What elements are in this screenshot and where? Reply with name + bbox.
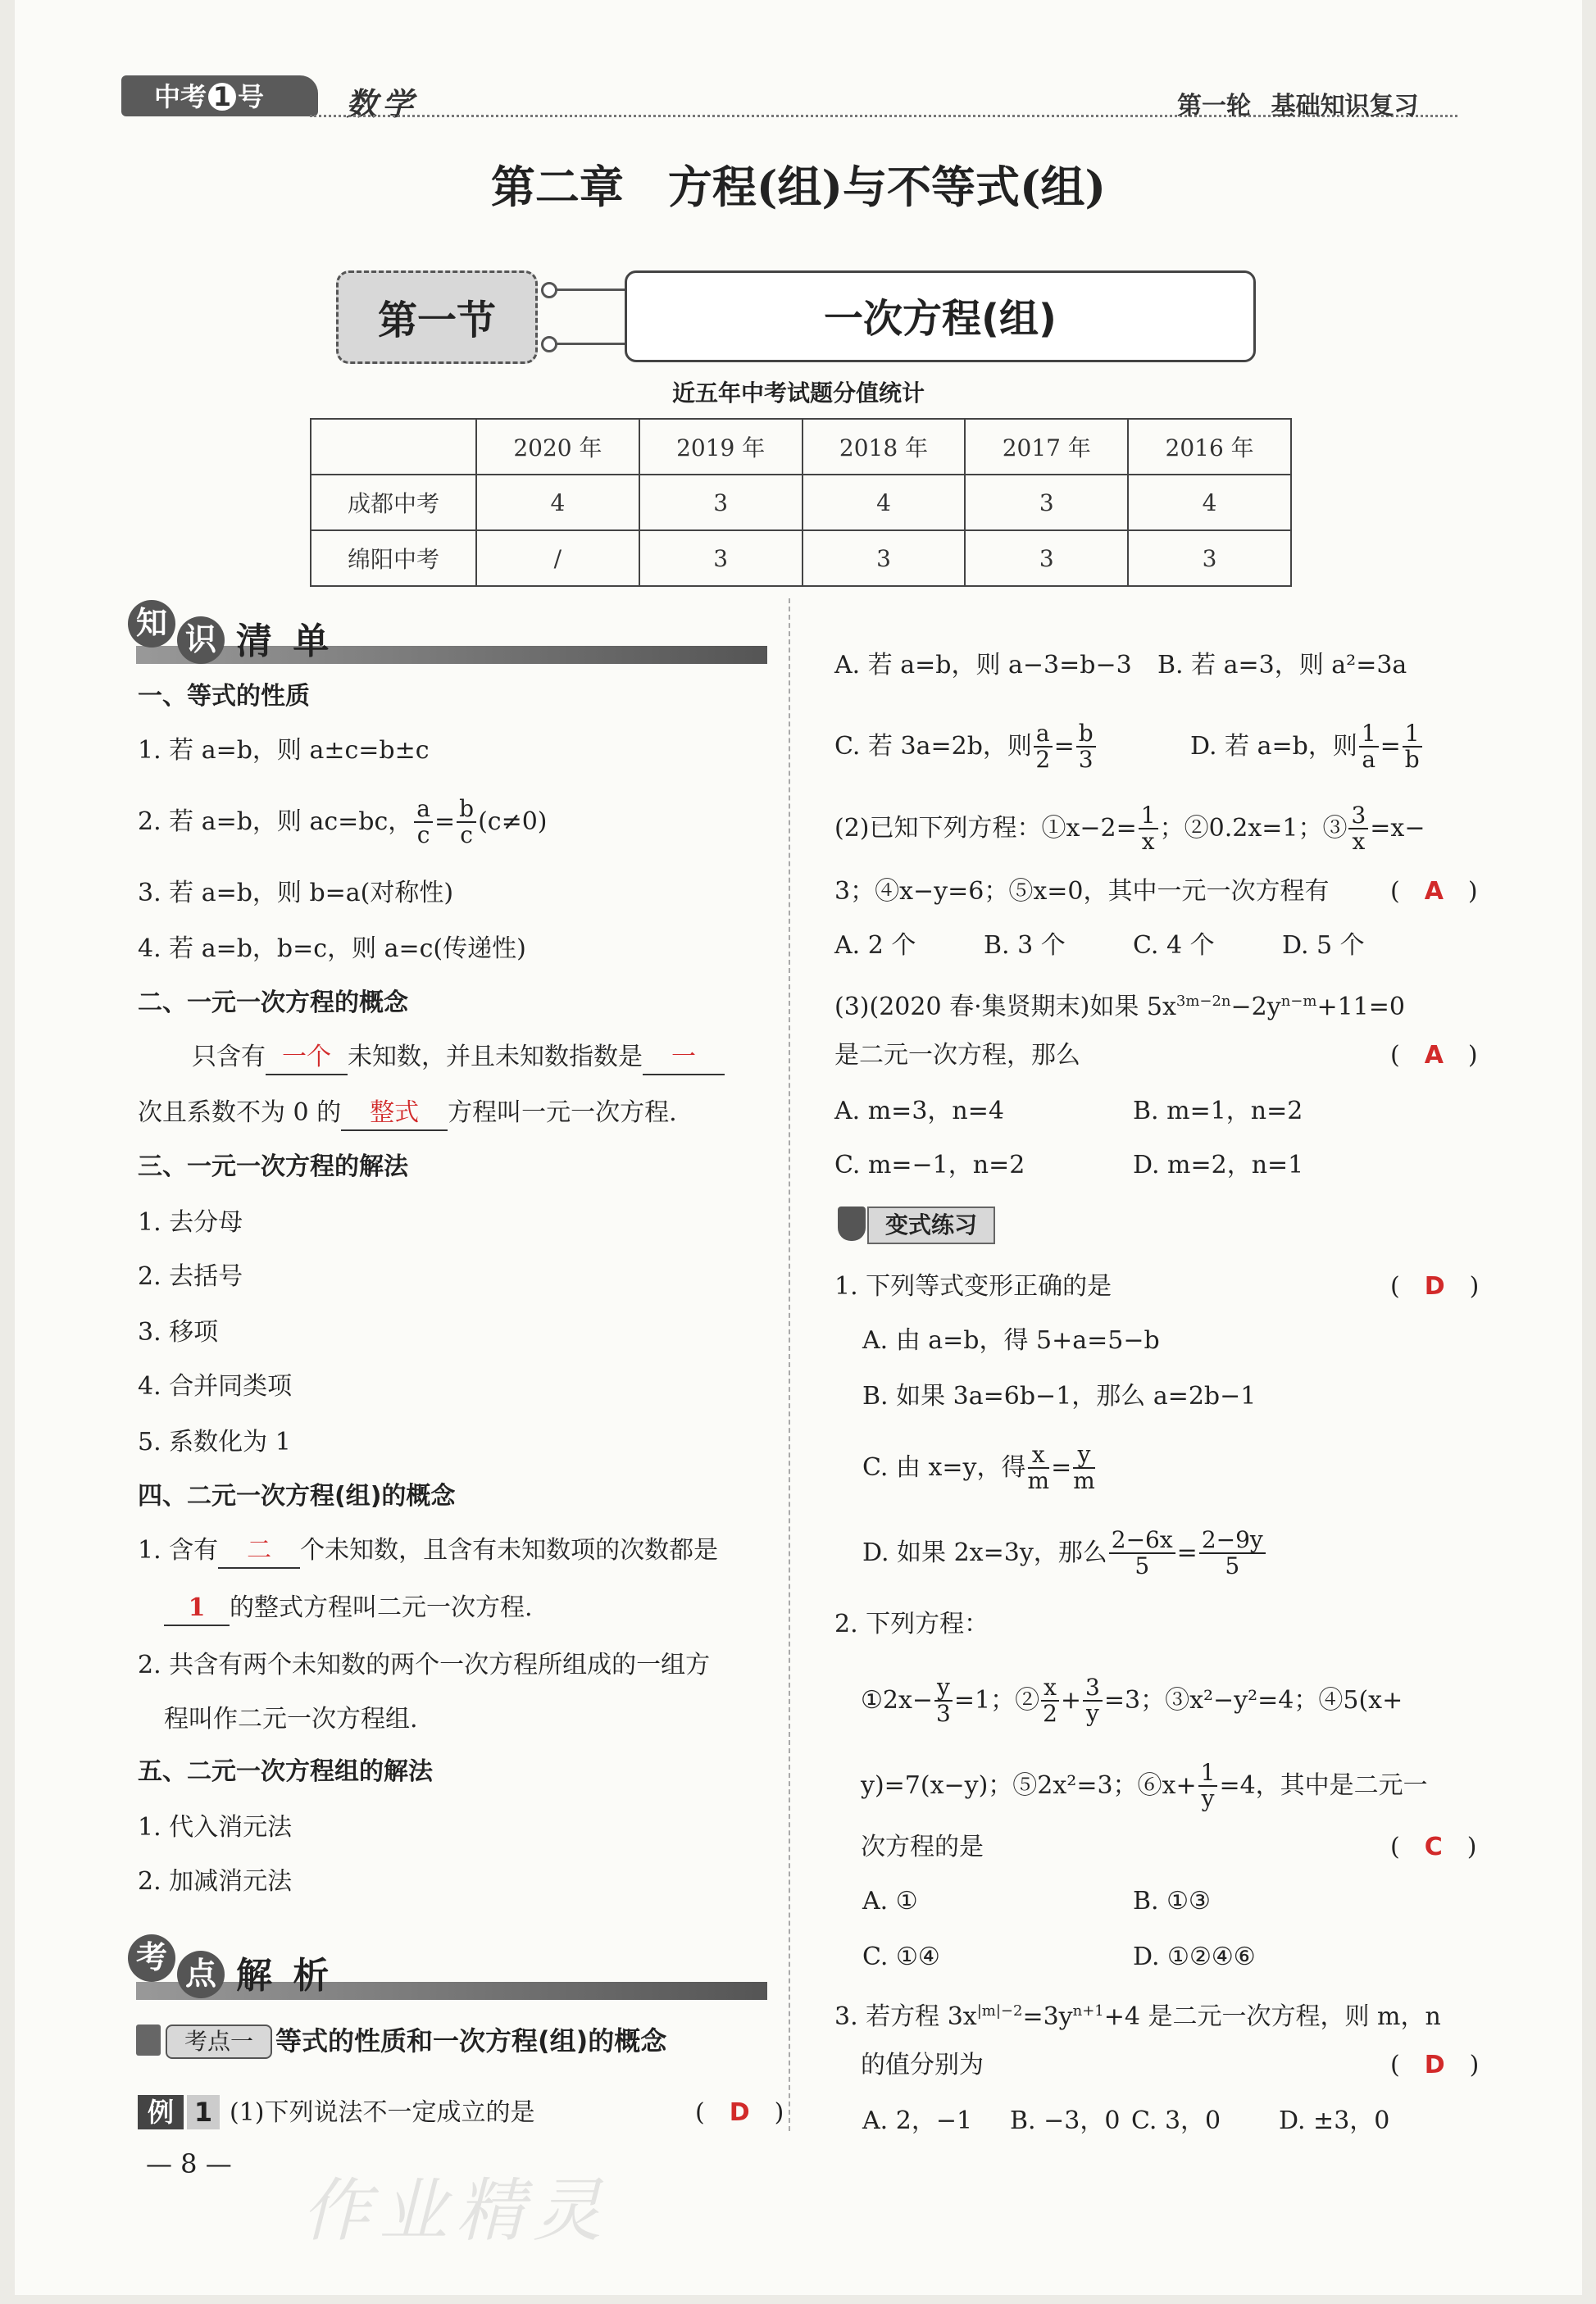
q2-line2: 3；④x−y=6；⑤x=0，其中一元一次方程有: [834, 877, 1330, 906]
fraction: $\frac{1}{x}$: [1139, 803, 1158, 854]
knowledge-s3-item: 1. 去分母: [138, 1208, 243, 1237]
table-cell: 绵阳中考: [311, 530, 476, 586]
chapter-title: 第二章 方程(组)与不等式(组): [490, 161, 1107, 213]
fraction: $\frac{x}{2}$: [1043, 1674, 1057, 1727]
column-divider: [789, 598, 790, 2131]
knowledge-heading-c2: 识: [177, 616, 225, 664]
example-label: 例: [138, 2095, 184, 2129]
page-number: — 8 —: [146, 2148, 232, 2179]
table-cell: /: [476, 530, 639, 586]
answer-blank: 一: [643, 1041, 725, 1075]
knowledge-s1-1: 1. 若 a=b，则 a±c=b±c: [138, 736, 430, 765]
p3-option: A. 2，−1: [862, 2106, 973, 2135]
table-cell: 4: [803, 475, 966, 530]
knowledge-s3-item: 5. 系数化为 1: [138, 1428, 291, 1456]
q3-option: D. m=2，n=1: [1133, 1151, 1304, 1179]
p3-line1: 3. 若方程 $3x^{|m|-2}=3y^{n+1}+4$ 是二元一次方程，则 m，n: [834, 2002, 1441, 2031]
p2-answer: ( C ): [1390, 1833, 1477, 1861]
table-cell: 3: [803, 530, 966, 586]
table-cell: 3: [1128, 530, 1291, 586]
fraction: $\frac{a}{2}$: [1034, 721, 1053, 772]
header-subject: 数学: [346, 85, 419, 122]
table-header: 2020 年: [476, 419, 639, 475]
knowledge-s3-item: 2. 去括号: [138, 1262, 243, 1291]
fraction: $\frac{b}{c}$: [457, 797, 476, 848]
knowledge-s4-2a: 2. 共含有两个未知数的两个一次方程所组成的一组方: [138, 1651, 711, 1679]
table-row: [311, 530, 1291, 586]
fraction: $\frac{a}{c}$: [414, 797, 433, 848]
example-question: (1)下列说法不一定成立的是: [230, 2098, 535, 2127]
p3-option: C. 3，0: [1131, 2106, 1221, 2135]
knowledge-s4-2b: 程叫作二元一次方程组.: [164, 1705, 418, 1734]
p1-option-a: A. 由 a=b，得 5+a=5−b: [862, 1326, 1160, 1355]
q3-line2: 是二元一次方程，那么: [834, 1041, 1080, 1070]
door-icon: [136, 2025, 161, 2056]
p3-line2: 的值分别为: [861, 2051, 984, 2079]
p2-line1: ①2x− $\frac{y}{3}$ =1；② $\frac{x}{2}$ + $\frac{3}{y}$ =3；③x²−y²=4；④5(x+: [861, 1674, 1403, 1727]
fraction: $\frac{3}{x}$: [1348, 803, 1368, 854]
q2-option: C. 4 个: [1133, 931, 1215, 960]
knowledge-s3: 三、一元一次方程的解法: [138, 1152, 408, 1181]
table-header: 2018 年: [803, 419, 966, 475]
knowledge-s1: 一、等式的性质: [138, 682, 310, 711]
p3-option: B. −3，0: [1010, 2106, 1121, 2135]
knowledge-heading-bar: [136, 646, 767, 664]
practice-label: 变式练习: [867, 1207, 995, 1244]
q3-option: A. m=3，n=4: [834, 1097, 1004, 1125]
page: [15, 0, 1582, 2295]
fraction: $\frac{3}{y}$: [1083, 1675, 1103, 1726]
knowledge-s5-item: 2. 加减消元法: [138, 1867, 293, 1896]
p2-line2: y)=7(x−y)；⑤2x²=3；⑥x+ $\frac{1}{y}$ =4，其中是二元一: [861, 1759, 1428, 1812]
q1-option-b: B. 若 a=3，则 a²=3a: [1157, 651, 1407, 679]
knowledge-s3-item: 3. 移项: [138, 1318, 219, 1347]
q3-line1: (3)(2020 春·集贤期末)如果 $5x^{3m-2n}-2y^{n-m}+11=0$: [834, 993, 1405, 1021]
knowledge-s5-item: 1. 代入消元法: [138, 1813, 293, 1842]
knowledge-heading-c1: 知: [128, 600, 175, 648]
knowledge-s4-line2: 1 的整式方程叫二元一次方程.: [164, 1592, 533, 1626]
knowledge-s5: 五、二元一次方程组的解法: [138, 1757, 433, 1786]
q3-option: B. m=1，n=2: [1133, 1097, 1303, 1125]
knowledge-s1-4: 4. 若 a=b，b=c，则 a=c(传递性): [138, 934, 526, 963]
p1-option-c: C. 由 x=y，得 $\frac{x}{m}$ = $\frac{y}{m}$: [862, 1441, 1095, 1494]
analysis-heading-c2: 点: [177, 1951, 225, 1998]
analysis-heading-bar: [136, 1982, 767, 2000]
p3-option: D. ±3，0: [1279, 2106, 1390, 2135]
example-number: 1: [187, 2095, 220, 2129]
knowledge-s2: 二、一元一次方程的概念: [138, 988, 408, 1017]
answer-blank: 整式: [341, 1097, 448, 1131]
header-round: 第一轮 基础知识复习: [1177, 92, 1419, 120]
p2-option: B. ①③: [1133, 1887, 1211, 1915]
table-header: 2019 年: [639, 419, 803, 475]
q2-option: D. 5 个: [1282, 931, 1365, 960]
p2-line3: 次方程的是: [861, 1833, 984, 1861]
fraction: $\frac{2-9y}{5}$: [1199, 1528, 1266, 1579]
p1-option-d: D. 如果 2x=3y，那么 $\frac{2-6x}{5}$ = $\frac{2-9y}{5}$: [862, 1528, 1267, 1579]
answer-blank: 二: [218, 1534, 300, 1569]
watermark: 作业精灵: [302, 2170, 611, 2251]
table-cell: 3: [639, 530, 803, 586]
knowledge-s4: 四、二元一次方程(组)的概念: [138, 1482, 456, 1511]
connector-dot: [541, 336, 557, 352]
stats-caption: 近五年中考试题分值统计: [671, 379, 925, 407]
p1-question: 1. 下列等式变形正确的是: [834, 1272, 1112, 1301]
q2-answer: ( A ): [1390, 877, 1478, 906]
fraction: $\frac{1}{b}$: [1403, 721, 1422, 772]
table-cell: 3: [965, 475, 1128, 530]
table-cell: 成都中考: [311, 475, 476, 530]
table-header: 2016 年: [1128, 419, 1291, 475]
analysis-heading: 解 析: [236, 1955, 330, 1997]
table-corner: [311, 419, 476, 475]
brand-number-badge: 1: [208, 83, 236, 111]
p1-answer: ( D ): [1390, 1272, 1480, 1301]
q1-option-c: C. 若 3a=2b，则 $\frac{a}{2}$ = $\frac{b}{3}$: [834, 721, 1098, 772]
analysis-heading-c1: 考: [128, 1934, 175, 1982]
knowledge-s2-line2: 次且系数不为 0 的 整式 方程叫一元一次方程.: [138, 1097, 677, 1131]
p2-question: 2. 下列方程：: [834, 1610, 989, 1638]
answer-blank: 1: [164, 1592, 230, 1626]
stats-table: [310, 418, 1292, 587]
fraction: $\frac{1}{a}$: [1359, 721, 1379, 772]
q2-option: B. 3 个: [984, 931, 1066, 960]
fraction: $\frac{1}{y}$: [1198, 1761, 1218, 1811]
table-header: 2017 年: [965, 419, 1128, 475]
answer-blank: 一个: [266, 1041, 348, 1075]
fraction: $\frac{y}{3}$: [936, 1674, 951, 1727]
fraction: $\frac{y}{m}$: [1073, 1441, 1095, 1494]
table-cell: 3: [965, 530, 1128, 586]
knowledge-s4-line1: 1. 含有 二 个未知数，且含有未知数项的次数都是: [138, 1534, 718, 1569]
knowledge-s2-line1: 只含有 一个 未知数，并且未知数指数是 一: [192, 1041, 725, 1075]
knowledge-s1-2: 2. 若 a=b，则 ac=bc， $\frac{a}{c}$ = $\frac{b}{c}$ (c≠0): [138, 795, 548, 848]
table-row: [311, 419, 1291, 475]
table-row: [311, 475, 1291, 530]
q2-option: A. 2 个: [834, 931, 916, 960]
knowledge-heading: 清 单: [236, 620, 330, 662]
q3-answer: ( A ): [1390, 1041, 1478, 1070]
point-label: 考点一: [166, 2025, 272, 2059]
p2-option: A. ①: [862, 1887, 918, 1915]
table-cell: 4: [1128, 475, 1291, 530]
section-label: 第一节: [377, 298, 496, 343]
knowledge-s3-item: 4. 合并同类项: [138, 1372, 293, 1401]
pencil-icon: [838, 1207, 866, 1241]
point-title: 等式的性质和一次方程(组)的概念: [275, 2025, 667, 2056]
p2-option: D. ①②④⑥: [1133, 1943, 1256, 1971]
q3-option: C. m=−1，n=2: [834, 1151, 1025, 1179]
table-cell: 3: [639, 475, 803, 530]
fraction: $\frac{2-6x}{5}$: [1109, 1528, 1175, 1579]
section-title: 一次方程(组): [824, 296, 1057, 342]
p1-option-b: B. 如果 3a=6b−1，那么 a=2b−1: [862, 1382, 1257, 1411]
q1-option-a: A. 若 a=b，则 a−3=b−3: [834, 651, 1132, 679]
q1-option-d: D. 若 a=b，则 $\frac{1}{a}$ = $\frac{1}{b}$: [1190, 721, 1424, 772]
connector-dot: [541, 282, 557, 298]
fraction: $\frac{b}{3}$: [1076, 721, 1096, 772]
fraction: $\frac{x}{m}$: [1027, 1441, 1050, 1494]
header-brand-text: 中考 1 号: [154, 81, 265, 112]
q2-line1: (2)已知下列方程：①x−2= $\frac{1}{x}$ ；②0.2x=1；③ $\frac{3}{x}$ =x−: [834, 802, 1425, 855]
knowledge-s1-3: 3. 若 a=b，则 b=a(对称性): [138, 879, 454, 907]
example-answer: ( D ): [695, 2098, 784, 2127]
p2-option: C. ①④: [862, 1943, 940, 1971]
p3-answer: ( D ): [1390, 2051, 1480, 2079]
table-cell: 4: [476, 475, 639, 530]
